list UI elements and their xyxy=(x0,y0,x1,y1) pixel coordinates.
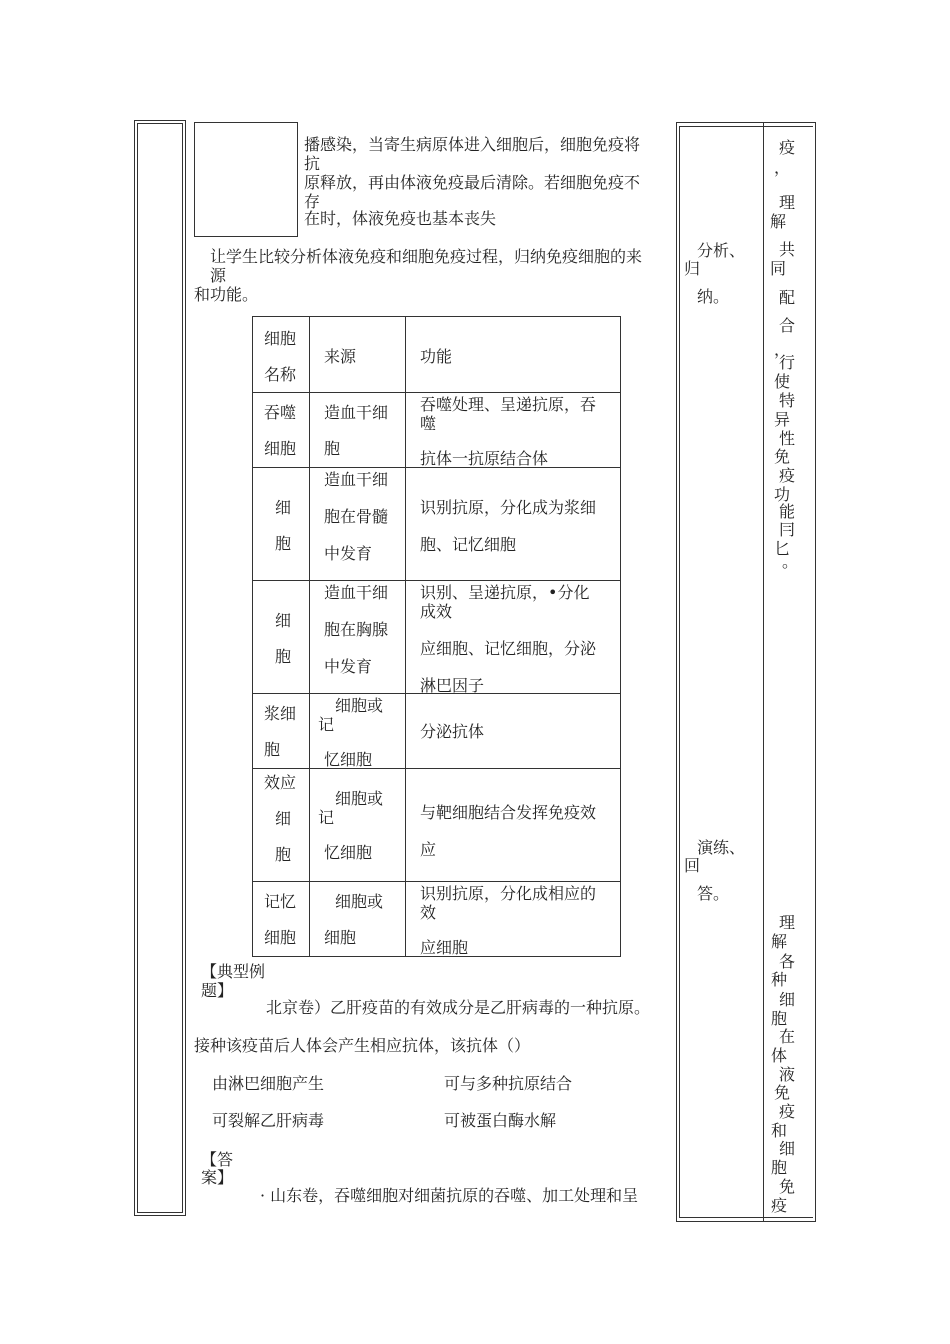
cell-name: 细 xyxy=(275,498,292,517)
purpose-char: 在 xyxy=(778,1027,795,1046)
header-name: 名称 xyxy=(264,365,297,384)
purpose-char: 理 xyxy=(778,913,795,932)
purpose-char: 匕 xyxy=(773,539,790,558)
purpose-char: 异 xyxy=(773,410,790,429)
purpose-char: 疫 xyxy=(778,138,795,157)
table-row xyxy=(253,468,621,581)
table-row xyxy=(253,769,621,882)
purpose-char: 合 xyxy=(778,316,795,335)
purpose-char: 疫 xyxy=(778,1102,795,1121)
cell-name: 细 xyxy=(275,809,292,828)
cell-function: 胞、记忆细胞 xyxy=(420,535,517,554)
cell-source: 造血干细 xyxy=(324,403,389,422)
cell-source: 胞 xyxy=(324,439,341,458)
example-label: 【典型例 xyxy=(201,962,266,981)
purpose-char: 疫 xyxy=(770,1196,787,1215)
cell-name: 吞噬 xyxy=(264,403,297,422)
image-placeholder-box xyxy=(194,122,298,237)
table-row xyxy=(253,581,621,694)
next-question-text: · 山东卷，吞噬细胞对细菌抗原的吞噬、加工处理和呈 xyxy=(260,1186,639,1205)
purpose-char: 共 xyxy=(778,240,795,259)
purpose-char: 能 xyxy=(778,502,795,521)
activity-text: 演练、 xyxy=(697,838,746,857)
cell-name: 浆细 xyxy=(264,704,297,723)
option-b: 可与多种抗原结合 xyxy=(444,1074,573,1093)
answer-label: 【答 xyxy=(201,1150,234,1169)
cell-source: 胞在骨髓 xyxy=(324,507,389,526)
text-line: 播感染，当寄生病原体进入细胞后，细胞免疫将 xyxy=(304,135,641,154)
immune-cell-table xyxy=(252,316,621,957)
activity-text: 纳。 xyxy=(697,287,730,306)
cell-source: 造血干细 xyxy=(324,583,389,602)
cell-source: 中发育 xyxy=(324,544,373,563)
purpose-char: 。 xyxy=(781,552,798,571)
option-d: 可被蛋白酶水解 xyxy=(444,1111,557,1130)
cell-source: 造血干细 xyxy=(324,470,389,489)
text-line: 原释放，再由体液免疫最后清除。若细胞免疫不 xyxy=(304,173,641,192)
option-c: 可裂解乙肝病毒 xyxy=(212,1111,325,1130)
cell-name: 胞 xyxy=(275,845,292,864)
purpose-char: 细 xyxy=(778,990,795,1009)
purpose-char: 疫 xyxy=(778,466,795,485)
cell-source: 胞在胸腺 xyxy=(324,620,389,639)
purpose-char: 特 xyxy=(778,391,795,410)
purpose-char: 理 xyxy=(778,193,795,212)
text-line: 存 xyxy=(304,192,321,211)
question-text: 北京卷）乙肝疫苗的有效成分是乙肝病毒的一种抗原。 xyxy=(266,998,651,1017)
purpose-char: 和 xyxy=(770,1121,787,1140)
header-function: 功能 xyxy=(420,347,453,366)
purpose-char: 免 xyxy=(773,1083,790,1102)
purpose-char: 使 xyxy=(773,372,790,391)
cell-function: 与靶细胞结合发挥免疫效 xyxy=(420,803,597,822)
cell-source: 细胞或 xyxy=(335,892,384,911)
cell-name: 胞 xyxy=(275,647,292,666)
cell-function: 噬 xyxy=(420,414,437,433)
purpose-char: 细 xyxy=(778,1139,795,1158)
cell-function: 识别抗原，分化成相应的 xyxy=(420,884,597,903)
cell-source: 细胞或 xyxy=(335,789,384,808)
cell-function: 应细胞 xyxy=(420,938,469,957)
table-row xyxy=(253,882,621,957)
purpose-char: 种 xyxy=(770,970,787,989)
purpose-char: 液 xyxy=(778,1065,795,1084)
purpose-char: 行 xyxy=(778,353,795,372)
cell-function: 识别抗原，分化成为浆细 xyxy=(420,498,597,517)
cell-source: 忆细胞 xyxy=(324,750,373,769)
purpose-char: 胞 xyxy=(770,1009,787,1028)
cell-function: 吞噬处理、呈递抗原，吞 xyxy=(420,395,597,414)
purpose-char: 免 xyxy=(773,447,790,466)
cell-function: 识别、呈递抗原，•分化 xyxy=(420,583,590,602)
activity-text: 回 xyxy=(684,856,701,875)
purpose-char: 配 xyxy=(778,288,795,307)
cell-name: 记忆 xyxy=(264,892,297,911)
cell-function: 应 xyxy=(420,840,437,859)
purpose-char: ， xyxy=(773,340,790,359)
cell-function: 效 xyxy=(420,903,437,922)
purpose-char: 功 xyxy=(773,485,790,504)
left-margin-inner-line xyxy=(137,123,183,1213)
purpose-char: ， xyxy=(773,158,790,177)
purpose-char: 体 xyxy=(770,1046,787,1065)
cell-name: 胞 xyxy=(275,534,292,553)
activity-text: 归 xyxy=(684,259,701,278)
cell-function: 成效 xyxy=(420,602,453,621)
cell-source: 中发育 xyxy=(324,657,373,676)
cell-source: 记 xyxy=(318,715,335,734)
text-line: 和功能。 xyxy=(194,285,259,304)
cell-name: 效应 xyxy=(264,773,297,792)
table-row xyxy=(253,393,621,468)
purpose-char: 冃 xyxy=(778,520,795,539)
cell-name: 胞 xyxy=(264,740,281,759)
text-line: 在时，体液免疫也基本丧失 xyxy=(304,209,497,228)
cell-source: 细胞或 xyxy=(335,696,384,715)
purpose-char: 解 xyxy=(769,212,786,231)
answer-label: 案】 xyxy=(201,1168,234,1187)
question-text: 接种该疫苗后人体会产生相应抗体，该抗体（） xyxy=(194,1036,531,1055)
cell-function: 分泌抗体 xyxy=(420,722,485,741)
activity-text: 分析、 xyxy=(697,241,746,260)
purpose-char: 解 xyxy=(770,932,787,951)
purpose-char: 胞 xyxy=(770,1158,787,1177)
cell-name: 细胞 xyxy=(264,439,297,458)
cell-source: 忆细胞 xyxy=(324,843,373,862)
example-label: 题】 xyxy=(201,981,234,1000)
option-a: 由淋巴细胞产生 xyxy=(212,1074,325,1093)
cell-function: 应细胞、记忆细胞，分泌 xyxy=(420,639,597,658)
purpose-char: 免 xyxy=(778,1177,795,1196)
cell-name: 细 xyxy=(275,611,292,630)
activity-text: 答。 xyxy=(697,884,730,903)
header-name: 细胞 xyxy=(264,329,297,348)
text-line: 源 xyxy=(210,266,227,285)
cell-source: 记 xyxy=(318,808,335,827)
cell-function: 淋巴因子 xyxy=(420,676,485,695)
text-line: 抗 xyxy=(304,154,321,173)
cell-name: 细胞 xyxy=(264,928,297,947)
table-header-row xyxy=(253,317,621,393)
cell-function: 抗体一抗原结合体 xyxy=(420,449,549,468)
purpose-char: 同 xyxy=(769,259,786,278)
purpose-char: 性 xyxy=(778,429,795,448)
cell-source: 细胞 xyxy=(324,928,357,947)
table-row xyxy=(253,694,621,769)
header-source: 来源 xyxy=(324,347,357,366)
text-line: 让学生比较分析体液免疫和细胞免疫过程，归纳免疫细胞的来 xyxy=(210,247,643,266)
purpose-char: 各 xyxy=(778,952,795,971)
